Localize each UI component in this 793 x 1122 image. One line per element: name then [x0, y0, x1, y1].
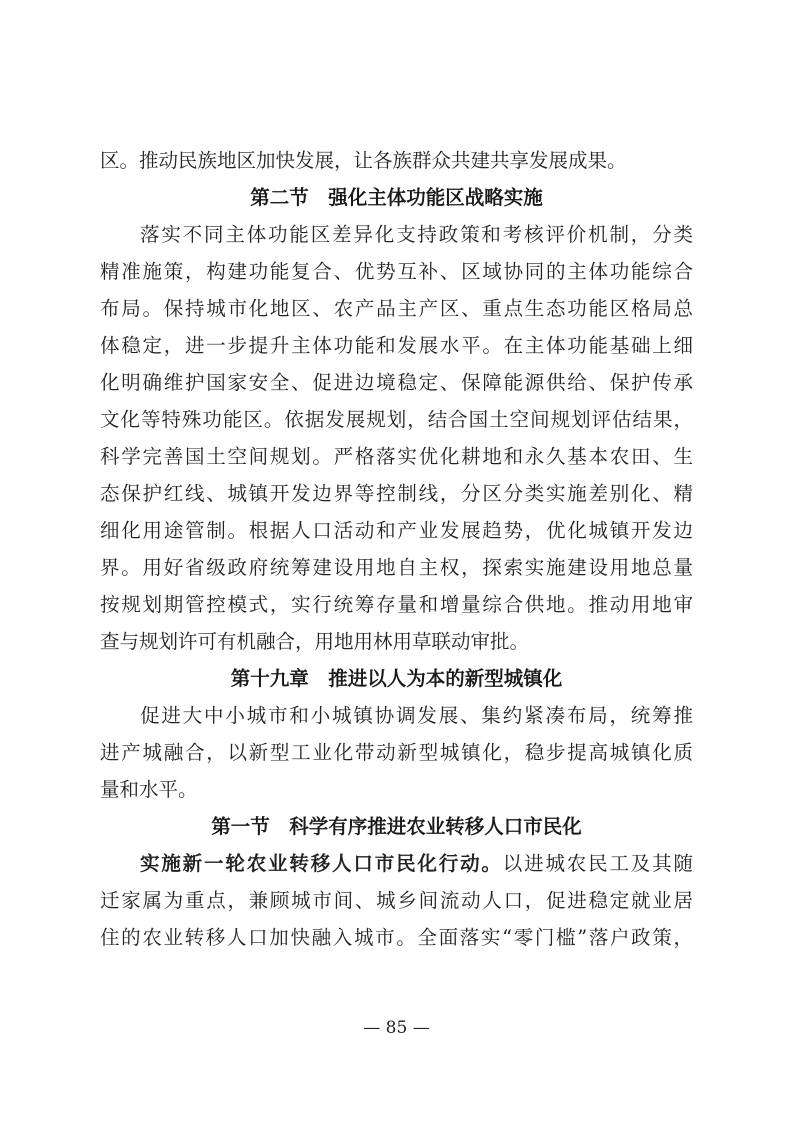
page-number: — 85 —	[363, 1018, 430, 1038]
section-heading: 第一节 科学有序推进农业转移人口市民化	[211, 815, 582, 838]
body-text-line	[100, 845, 693, 882]
body-text-line: 进产城融合，以新型工业化带动新型城镇化，稳步提高城镇化质	[100, 741, 693, 764]
body-text-line: 精准施策，构建功能复合、优势互补、区域协同的主体功能综合	[100, 260, 693, 283]
body-text-line: 按规划期管控模式，实行统筹存量和增量综合供地。推动用地审	[100, 593, 693, 616]
body-text-line: 文化等特殊功能区。依据发展规划，结合国土空间规划评估结果，	[100, 408, 693, 431]
body-text-line: 量和水平。	[100, 778, 198, 801]
body-text-fragment: 以进城农民工及其随	[502, 852, 693, 875]
body-text-line: 态保护红线、城镇开发边界等控制线，分区分类实施差别化、精	[100, 482, 693, 505]
body-text-line: 化明确维护国家安全、促进边境稳定、保障能源供给、保护传承	[100, 371, 693, 394]
body-text-line: 科学完善国土空间规划。严格落实优化耕地和永久基本农田、生	[100, 445, 693, 468]
body-text-line: 住的农业转移人口加快融入城市。全面落实“零门槛”落户政策，	[100, 926, 693, 949]
body-text-line: 促进大中小城市和小城镇协调发展、集约紧凑布局，统筹推	[140, 704, 693, 727]
body-text-line: 体稳定，进一步提升主体功能和发展水平。在主体功能基础上细	[100, 334, 693, 357]
body-text-line: 界。用好省级政府统筹建设用地自主权，探索实施建设用地总量	[100, 556, 693, 579]
body-text-line: 布局。保持城市化地区、农产品主产区、重点生态功能区格局总	[100, 297, 693, 320]
body-text-line: 落实不同主体功能区差异化支持政策和考核评价机制，分类	[140, 223, 693, 246]
bold-lead-text: 实施新一轮农业转移人口市民化行动。	[140, 852, 503, 875]
body-text-line: 区。推动民族地区加快发展，让各族群众共建共享发展成果。	[100, 149, 627, 172]
body-text-line: 查与规划许可有机融合，用地用林用草联动审批。	[100, 630, 530, 653]
document-page	[100, 142, 693, 956]
section-heading: 第二节 强化主体功能区战略实施	[250, 186, 543, 209]
body-text-line: 细化用途管制。根据人口活动和产业发展趋势，优化城镇开发边	[100, 519, 693, 542]
body-text-line: 迁家属为重点，兼顾城市间、城乡间流动人口，促进稳定就业居	[100, 889, 693, 912]
chapter-heading: 第十九章 推进以人为本的新型城镇化	[230, 667, 563, 690]
